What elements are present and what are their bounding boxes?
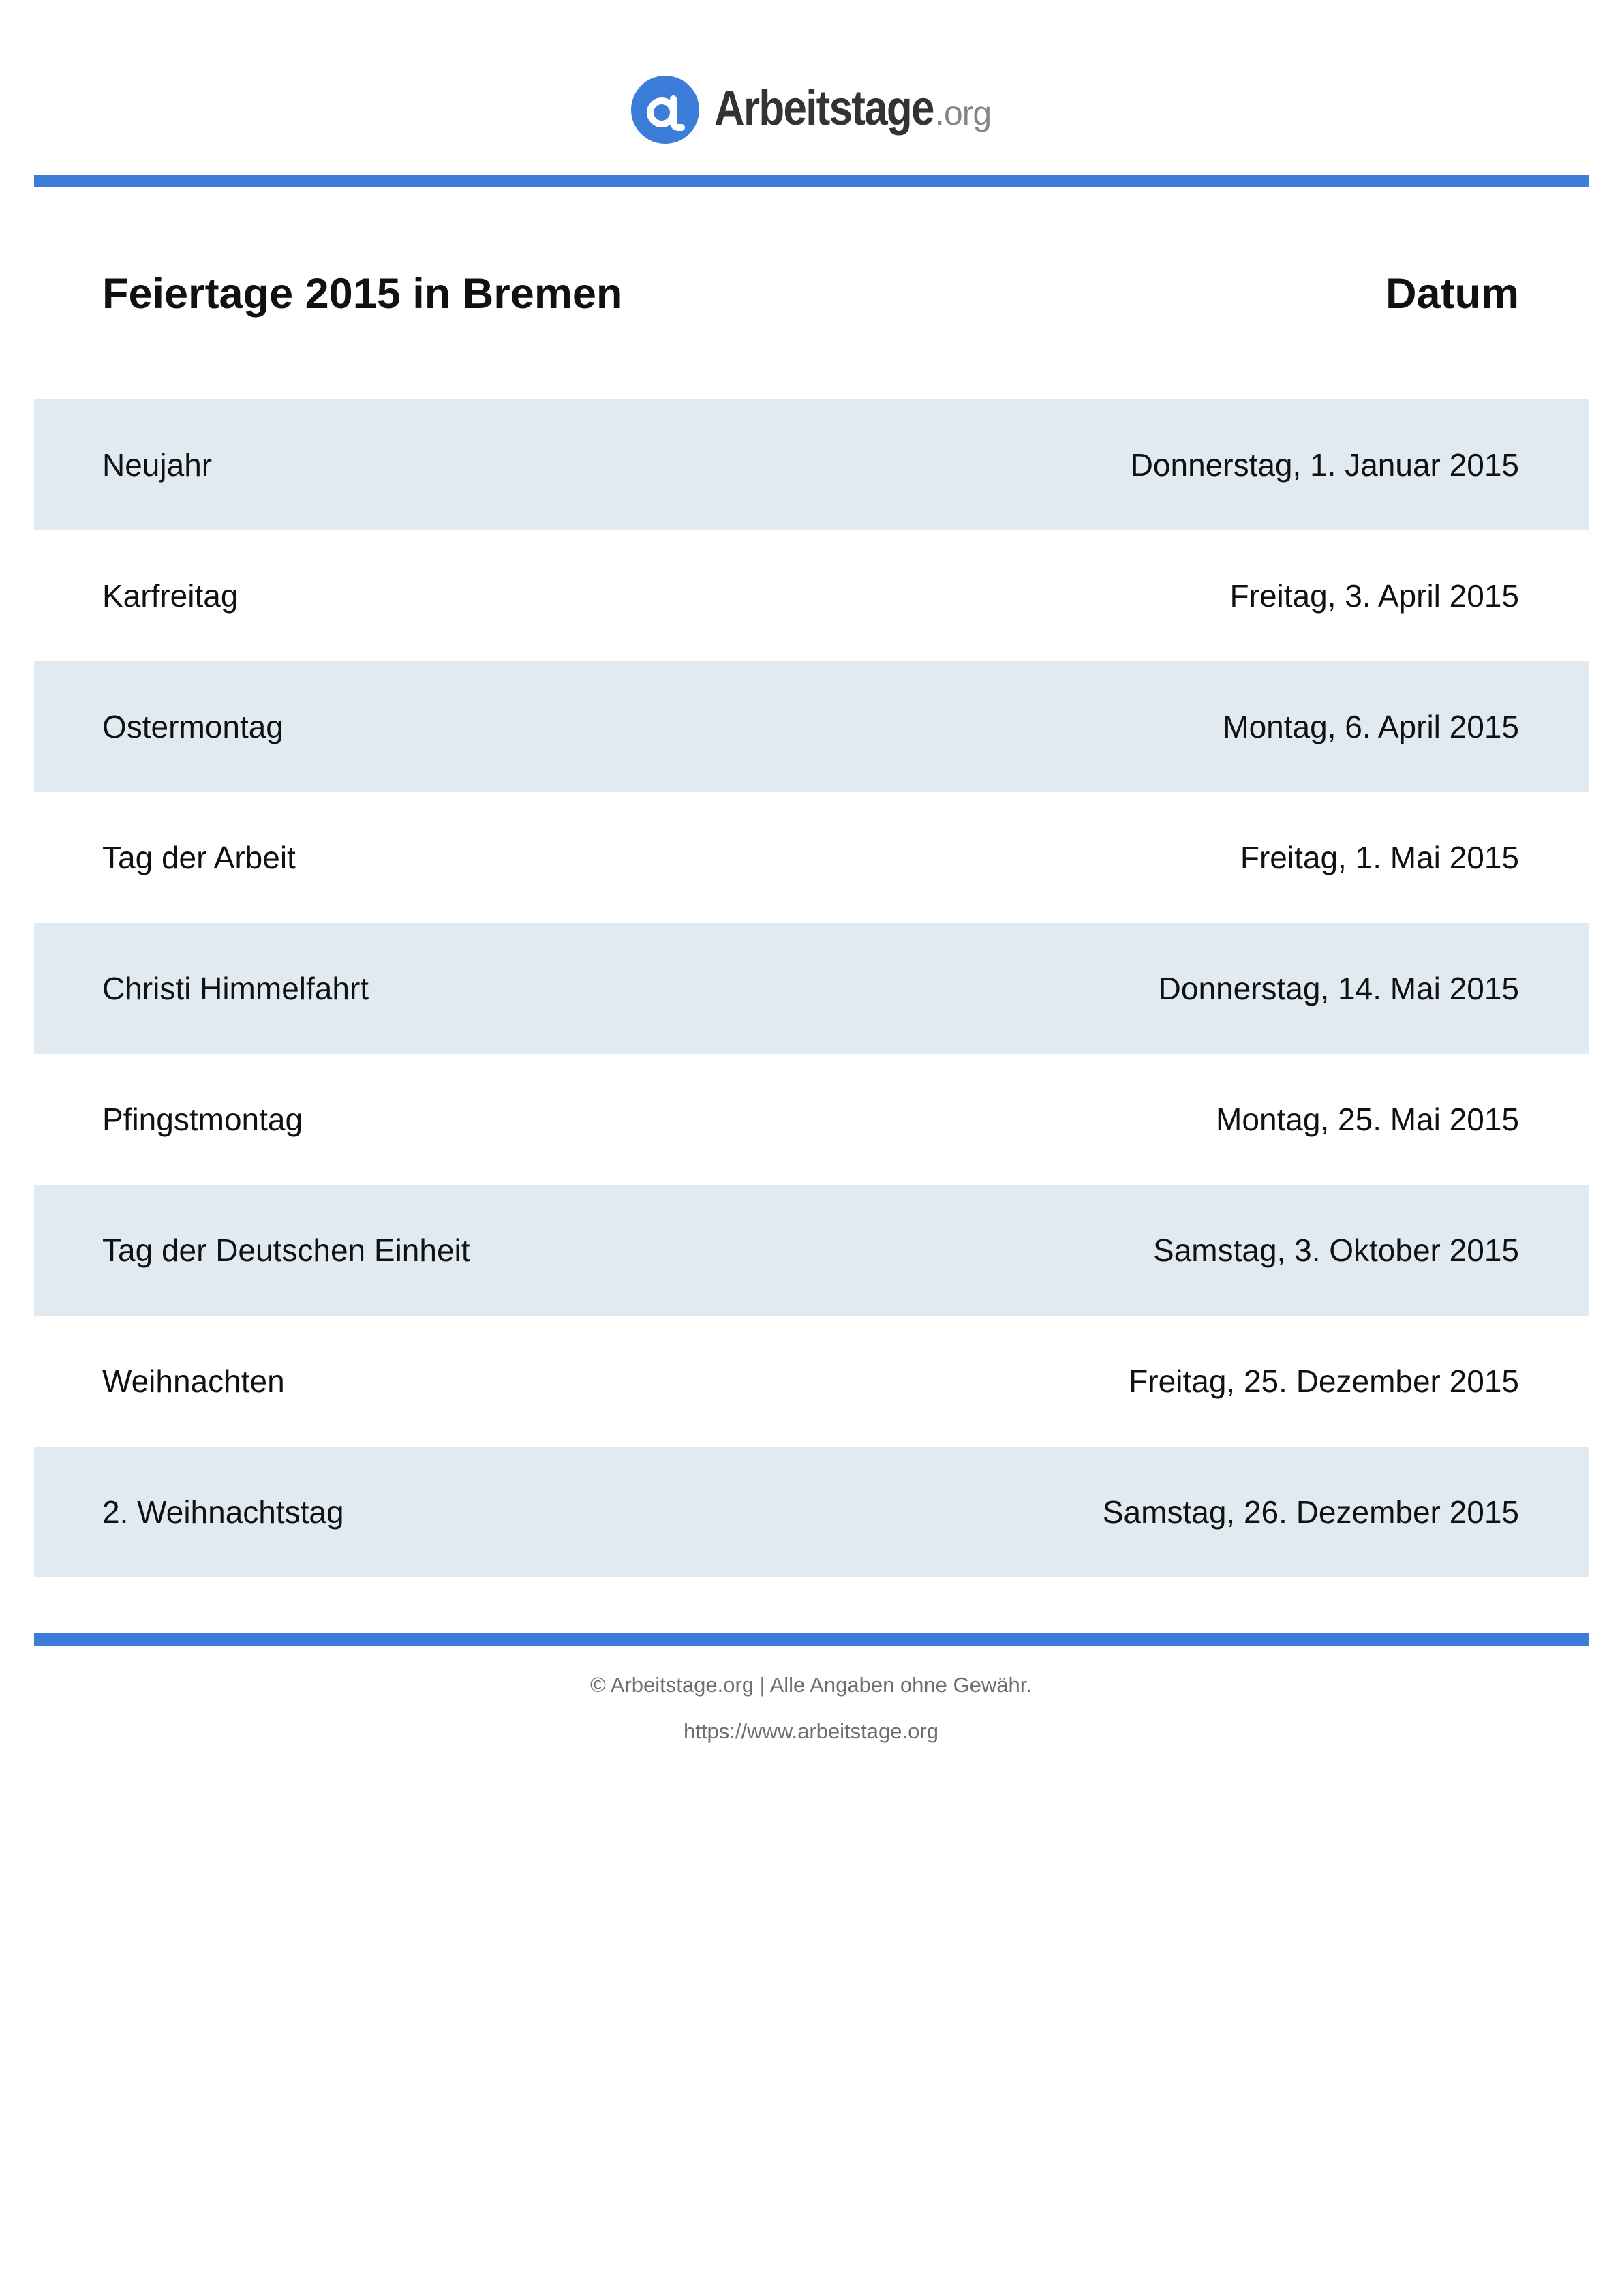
table-row — [34, 399, 1589, 530]
holiday-name: Pfingstmontag — [102, 1102, 303, 1137]
top-divider-bar — [34, 175, 1589, 187]
table-row — [34, 530, 1589, 661]
logo-wordmark — [714, 80, 991, 136]
table-row — [34, 1054, 1589, 1185]
site-logo — [0, 75, 1622, 145]
holiday-name: Tag der Arbeit — [102, 840, 296, 875]
holiday-date: Freitag, 3. April 2015 — [1229, 578, 1519, 614]
holiday-name: Tag der Deutschen Einheit — [102, 1233, 470, 1268]
holiday-name: Christi Himmelfahrt — [102, 971, 369, 1006]
table-row — [34, 792, 1589, 923]
holiday-date: Donnerstag, 14. Mai 2015 — [1158, 971, 1519, 1006]
table-row — [34, 1185, 1589, 1316]
at-sign-logo-icon — [631, 76, 699, 144]
footer — [0, 1662, 1622, 1755]
holiday-date: Freitag, 25. Dezember 2015 — [1129, 1363, 1519, 1399]
holiday-name: Weihnachten — [102, 1363, 285, 1399]
footer-notice: © Arbeitstage.org | Alle Angaben ohne Gewähr. — [590, 1673, 1032, 1697]
holiday-date: Freitag, 1. Mai 2015 — [1240, 840, 1519, 875]
table-row — [34, 1447, 1589, 1577]
logo-name: Arbeitstage — [714, 81, 934, 136]
table-header — [34, 187, 1589, 399]
table-row — [34, 661, 1589, 792]
holiday-date: Donnerstag, 1. Januar 2015 — [1130, 447, 1519, 483]
date-column-header: Datum — [1385, 269, 1519, 318]
holiday-date: Samstag, 3. Oktober 2015 — [1153, 1233, 1519, 1268]
table-title: Feiertage 2015 in Bremen — [102, 269, 623, 318]
holiday-name: Ostermontag — [102, 709, 284, 744]
holiday-date: Montag, 6. April 2015 — [1223, 709, 1519, 744]
holiday-name: Neujahr — [102, 447, 213, 483]
table-row — [34, 1316, 1589, 1447]
footer-url-link[interactable]: https://www.arbeitstage.org — [684, 1719, 938, 1743]
logo-tld: .org — [934, 94, 992, 132]
holiday-table — [34, 399, 1589, 1577]
table-row — [34, 923, 1589, 1054]
holiday-date: Samstag, 26. Dezember 2015 — [1102, 1494, 1519, 1530]
holiday-name: 2. Weihnachtstag — [102, 1494, 344, 1530]
holiday-date: Montag, 25. Mai 2015 — [1216, 1102, 1519, 1137]
bottom-divider-bar — [34, 1633, 1589, 1646]
holiday-name: Karfreitag — [102, 578, 239, 614]
